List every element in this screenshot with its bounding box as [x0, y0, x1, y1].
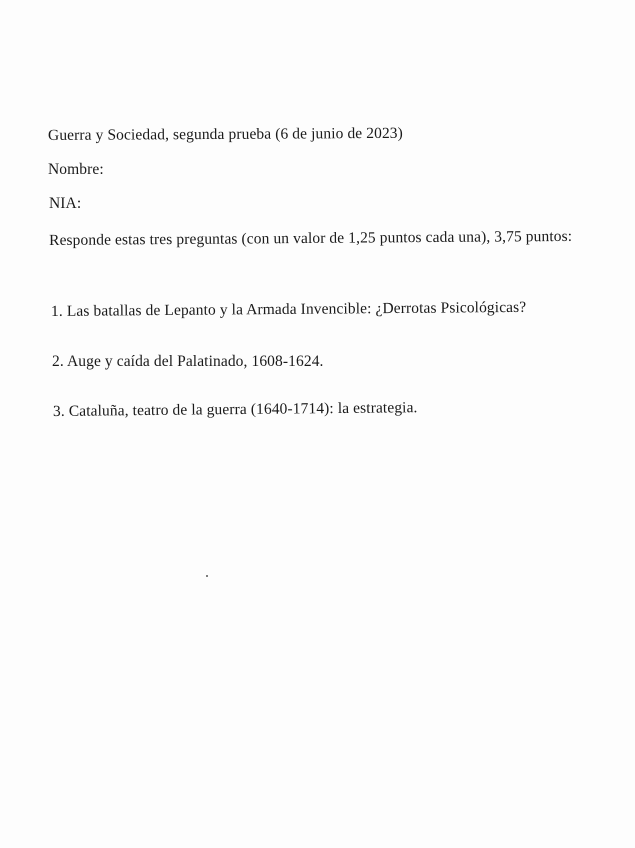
scan-speck [206, 575, 208, 577]
question-1: 1. Las batallas de Lepanto y la Armada Invencible: ¿Derrotas Psicológicas? [50, 298, 527, 320]
exam-header: Guerra y Sociedad, segunda prueba (6 de junio de 2023) [47, 124, 403, 144]
question-2: 2. Auge y caída del Palatinado, 1608-1624. [52, 353, 324, 370]
nia-label: NIA: [49, 195, 82, 212]
question-3: 3. Cataluña, teatro de la guerra (1640-1714): la estrategia. [52, 399, 418, 420]
nombre-label: Nombre: [48, 161, 104, 178]
instructions: Responde estas tres preguntas (con un valor de 1,25 puntos cada una), 3,75 puntos: [49, 227, 573, 249]
